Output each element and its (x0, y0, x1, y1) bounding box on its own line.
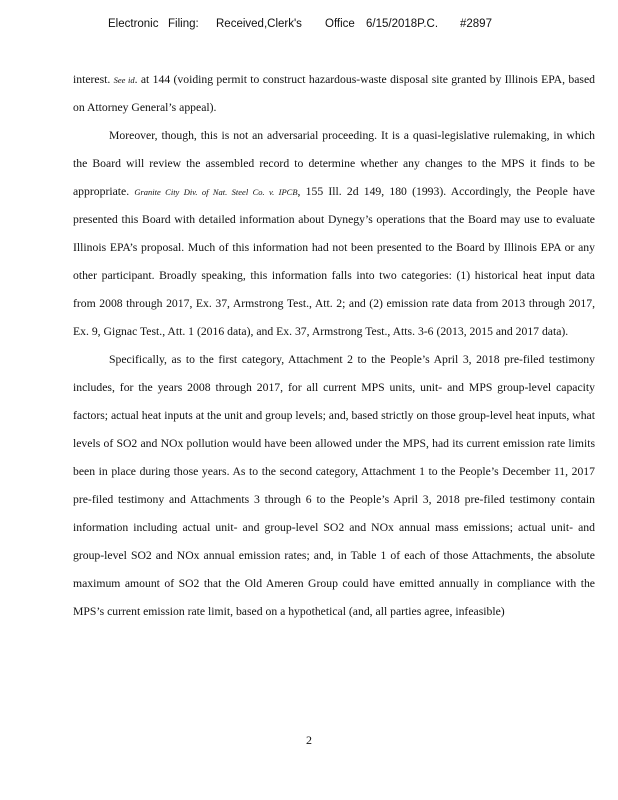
document-body (73, 66, 595, 626)
header-office: Office (325, 18, 355, 30)
citation: See id (113, 75, 135, 85)
header-number: #2897 (460, 18, 492, 30)
page-number: 2 (306, 733, 312, 747)
citation: Granite City Div. of Nat. Steel Co. v. IPCB (134, 187, 298, 197)
paragraph-2: Moreover, though, this is not an adversarial proceeding. It is a quasi-legislative rulemaking, in which the Board will review the assembled record to determine whether any changes to the MPS it finds to be appropriate. Granite City Div. of Nat. Steel Co. v. IPCB, 155 Ill. 2d 149, 180 (1993). Accordingly, the People have presented this Board with detailed information about Dynegy’s operations that the Board may use to evaluate Illinois EPA’s proposal. Much of this information had not been presented to the Board by Illinois EPA or any other participant. Broadly speaking, this information falls into two categories: (1) historical heat input data from 2008 through 2017, Ex. 37, Armstrong Test., Att. 2; and (2) emission rate data from 2013 through 2017, Ex. 9, Gignac Test., Att. 1 (2016 data), and Ex. 37, Armstrong Test., Atts. 3-6 (2013, 2015 and 2017 data). (73, 129, 595, 338)
header-filing: Filing: (168, 18, 199, 30)
header-date: 6/15/2018P.C. (366, 18, 439, 30)
paragraph-3: Specifically, as to the first category, Attachment 2 to the People’s April 3, 2018 pre-filed testimony includes, for the years 2008 through 2017, for all current MPS units, unit- and MPS group-level capacity factors; actual heat inputs at the unit and group levels; and, based strictly on those group-level heat inputs, what levels of SO2 and NOx pollution would have been allowed under the MPS, had its current emission rate limits been in place during those years. As to the second category, Attachment 1 to the People’s December 11, 2017 pre-filed testimony and Attachments 3 through 6 to the People’s April 3, 2018 pre-filed testimony contain information including actual unit- and group-level SO2 and NOx annual mass emissions; actual unit- and group-level SO2 and NOx annual emission rates; and, in Table 1 of each of those Attachments, the absolute maximum amount of SO2 that the Old Ameren Group could have emitted annually in compliance with the MPS’s current emission rate limit, based on a hypothetical (and, all parties agree, infeasible) (73, 353, 595, 618)
header-electronic: Electronic (108, 18, 159, 30)
header-received: Received,Clerk's (216, 18, 302, 30)
paragraph-1: interest. See id. at 144 (voiding permit to construct hazardous-waste disposal site granted by Illinois EPA, based on Attorney General’s appeal). (73, 73, 595, 114)
